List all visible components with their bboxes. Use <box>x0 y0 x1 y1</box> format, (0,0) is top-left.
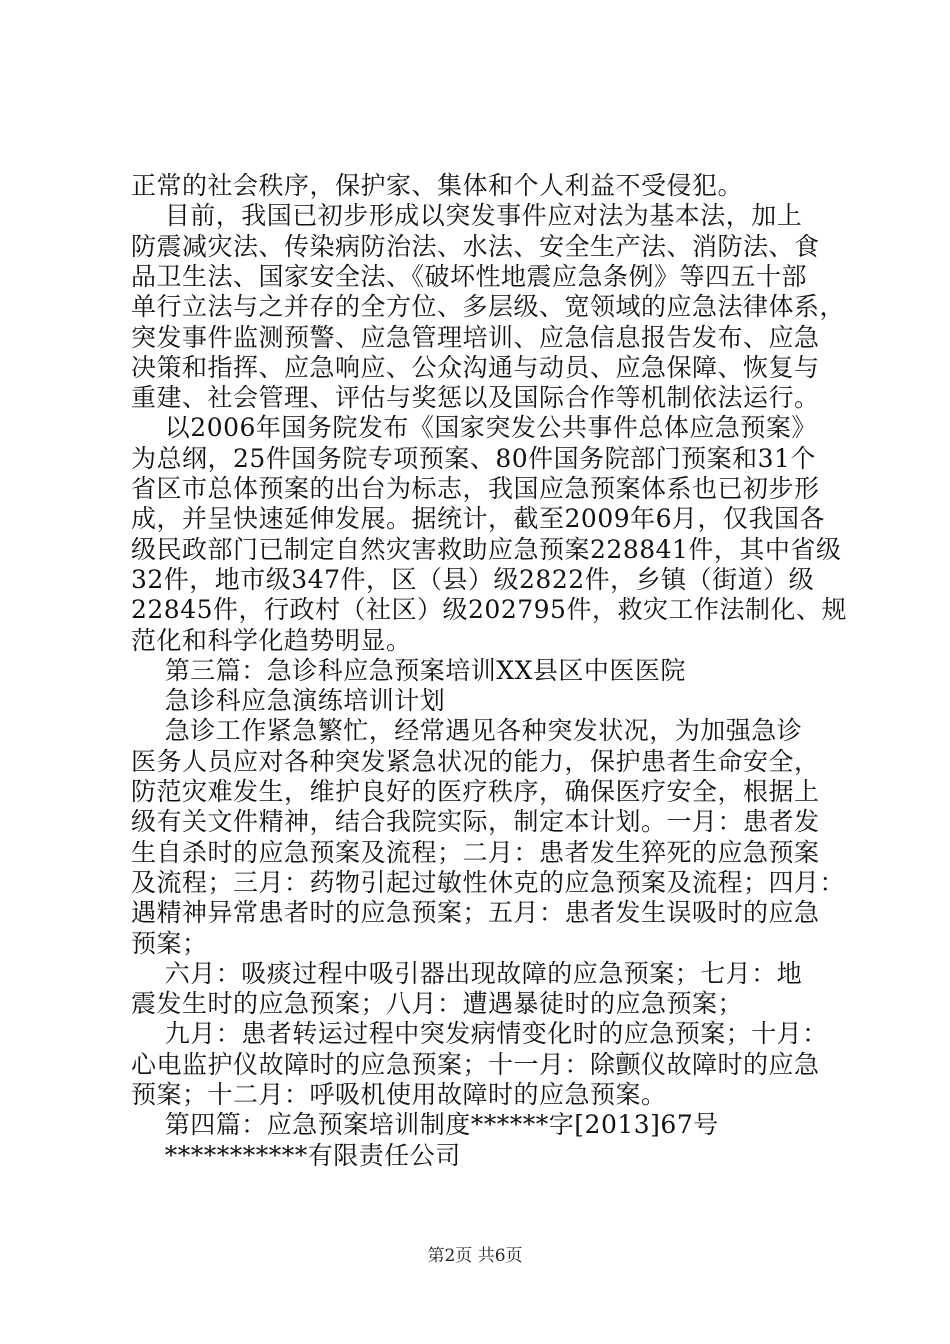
text-line: 六月：吸痰过程中吸引器出现故障的应急预案；七月：地 <box>131 959 803 988</box>
text-line: 预案； <box>131 929 208 958</box>
text-line: 为总纲，25件国务院专项预案、80件国务院部门预案和31个 <box>131 444 816 473</box>
text-line: 突发事件监测预警、应急管理培训、应急信息报告发布、应急 <box>131 323 820 352</box>
text-line: 单行立法与之并存的全方位、多层级、宽领域的应急法律体系， <box>131 292 846 321</box>
text-line: 省区市总体预案的出台为标志，我国应急预案体系也已初步形 <box>131 474 820 503</box>
text-line: 32件，地市级347件，区（县）级2822件，乡镇（街道）级 <box>131 565 815 594</box>
text-line: 急诊科应急演练培训计划 <box>131 686 446 715</box>
text-line: 及流程；三月：药物引起过敏性休克的应急预案及流程；四月： <box>131 868 846 897</box>
text-line: 生自杀时的应急预案及流程；二月：患者发生猝死的应急预案 <box>131 838 820 867</box>
text-line: 级民政部门已制定自然灾害救助应急预案228841件，其中省级 <box>131 535 842 564</box>
text-line: 级有关文件精神，结合我院实际，制定本计划。一月：患者发 <box>131 807 820 836</box>
text-line: 重建、社会管理、评估与奖惩以及国际合作等机制依法运行。 <box>131 383 820 412</box>
text-line: 遇精神异常患者时的应急预案；五月：患者发生误吸时的应急 <box>131 898 820 927</box>
text-line: 防震减灾法、传染病防治法、水法、安全生产法、消防法、食 <box>131 232 820 261</box>
text-line: 成，并呈快速延伸发展。据统计，截至2009年6月，仅我国各 <box>131 504 826 533</box>
text-line: 急诊工作紧急繁忙，经常遇见各种突发状况，为加强急诊 <box>131 716 803 745</box>
text-line: 品卫生法、国家安全法、《破坏性地震应急条例》等四五十部 <box>131 262 808 291</box>
text-line: 决策和指挥、应急响应、公众沟通与动员、应急保障、恢复与 <box>131 353 820 382</box>
text-line: 第三篇：急诊科应急预案培训XX县区中医医院 <box>131 656 686 685</box>
text-line: 目前，我国已初步形成以突发事件应对法为基本法，加上 <box>131 201 803 230</box>
text-line: 防范灾难发生，维护良好的医疗秩序，确保医疗安全，根据上 <box>131 777 820 806</box>
text-line: 预案；十二月：呼吸机使用故障时的应急预案。 <box>131 1080 667 1109</box>
text-line: 以2006年国务院发布《国家突发公共事件总体应急预案》 <box>131 413 817 442</box>
text-line: 范化和科学化趋势明显。 <box>131 626 412 655</box>
text-line: 22845件，行政村（社区）级202795件，救灾工作法制化、规 <box>131 595 847 624</box>
text-line: 震发生时的应急预案；八月：遭遇暴徒时的应急预案； <box>131 989 744 1018</box>
text-line: 九月：患者转运过程中突发病情变化时的应急预案；十月： <box>131 1019 828 1048</box>
text-line: 医务人员应对各种突发紧急状况的能力，保护患者生命安全， <box>131 747 820 776</box>
text-line: 正常的社会秩序，保护家、集体和个人利益不受侵犯。 <box>131 171 744 200</box>
text-line: 心电监护仪故障时的应急预案；十一月：除颤仪故障时的应急 <box>131 1050 820 1079</box>
text-line: 第四篇：应急预案培训制度******字[2013]67号 <box>131 1110 719 1139</box>
text-line: ***********有限责任公司 <box>131 1141 461 1170</box>
page-footer: 第2页 共6页 <box>427 1246 523 1266</box>
